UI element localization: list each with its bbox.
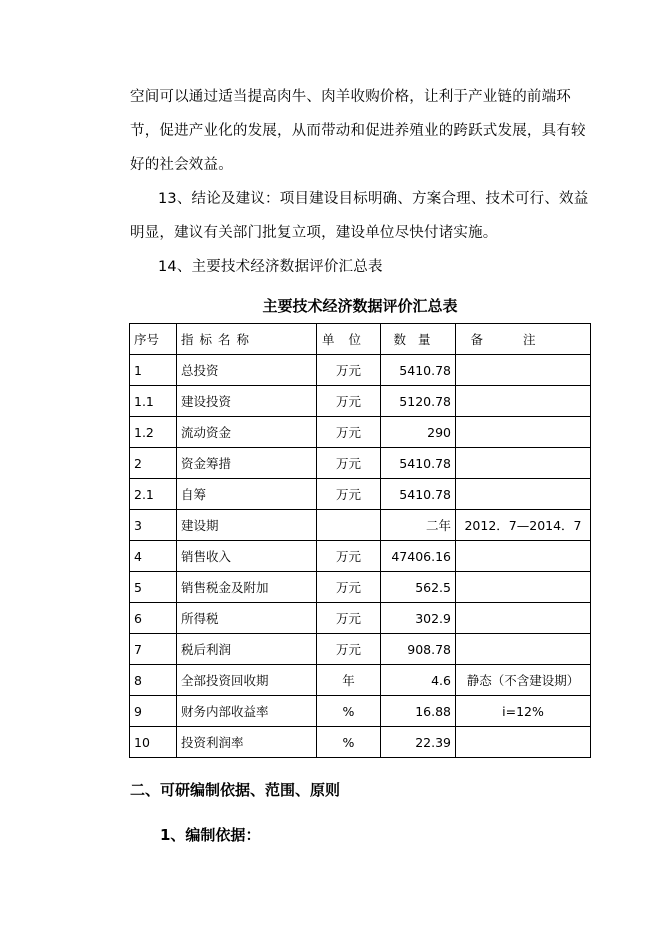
cell-unit: 万元 [317,448,381,479]
cell-unit: 万元 [317,386,381,417]
cell-remarks [456,603,591,634]
cell-unit: 万元 [317,634,381,665]
table-row [130,541,591,572]
cell-quantity: 4.6 [381,665,456,696]
table-row [130,634,591,665]
cell-index: 2.1 [130,479,177,510]
table-row [130,417,591,448]
cell-indicator-name: 资金筹措 [177,448,317,479]
cell-unit: 万元 [317,603,381,634]
cell-quantity: 47406.16 [381,541,456,572]
cell-indicator-name: 流动资金 [177,417,317,448]
cell-quantity: 908.78 [381,634,456,665]
table-row [130,510,591,541]
table-row [130,479,591,510]
cell-indicator-name: 总投资 [177,355,317,386]
cell-index: 1.1 [130,386,177,417]
cell-unit: % [317,696,381,727]
cell-indicator-name: 销售税金及附加 [177,572,317,603]
header-index: 序号 [130,324,177,355]
cell-index: 6 [130,603,177,634]
cell-index: 5 [130,572,177,603]
summary-table [129,323,591,758]
cell-index: 7 [130,634,177,665]
cell-indicator-name: 所得税 [177,603,317,634]
cell-index: 10 [130,727,177,758]
header-unit: 单位 [317,324,381,355]
table-row [130,448,591,479]
cell-unit: % [317,727,381,758]
cell-indicator-name: 税后利润 [177,634,317,665]
cell-unit: 万元 [317,479,381,510]
cell-indicator-name: 建设期 [177,510,317,541]
cell-indicator-name: 财务内部收益率 [177,696,317,727]
cell-remarks [456,448,591,479]
table-row [130,572,591,603]
table-header-row [130,324,591,355]
cell-quantity: 5120.78 [381,386,456,417]
table-row [130,665,591,696]
cell-quantity: 562.5 [381,572,456,603]
cell-index: 2 [130,448,177,479]
cell-index: 8 [130,665,177,696]
table-row [130,603,591,634]
table-row [130,386,591,417]
cell-indicator-name: 销售收入 [177,541,317,572]
cell-remarks: 2012．7—2014．7 [456,510,591,541]
sub-heading: 1、编制依据： [160,826,261,844]
cell-unit: 万元 [317,572,381,603]
cell-quantity: 290 [381,417,456,448]
cell-remarks: 静态（不含建设期） [456,665,591,696]
cell-indicator-name: 投资利润率 [177,727,317,758]
cell-remarks [456,727,591,758]
table-title: 主要技术经济数据评价汇总表 [262,297,458,315]
cell-remarks [456,541,591,572]
cell-indicator-name: 自筹 [177,479,317,510]
section-heading: 二、可研编制依据、范围、原则 [130,781,341,799]
cell-remarks [456,386,591,417]
cell-quantity: 5410.78 [381,479,456,510]
paragraph-social-benefit: 空间可以通过适当提高肉牛、肉羊收购价格，让利于产业链的前端环节，促进产业化的发展，从而带动和促进养殖业的跨跃式发展，具有较好的社会效益。 [130,89,586,173]
cell-indicator-name: 全部投资回收期 [177,665,317,696]
cell-index: 9 [130,696,177,727]
cell-remarks [456,417,591,448]
cell-index: 4 [130,541,177,572]
cell-remarks [456,479,591,510]
cell-unit: 万元 [317,417,381,448]
paragraph-table-intro: 14、主要技术经济数据评价汇总表 [158,259,383,275]
cell-quantity: 5410.78 [381,355,456,386]
table-row [130,355,591,386]
cell-indicator-name: 建设投资 [177,386,317,417]
cell-quantity: 16.88 [381,696,456,727]
cell-index: 3 [130,510,177,541]
header-remarks: 备注 [456,324,591,355]
cell-unit [317,510,381,541]
cell-unit: 年 [317,665,381,696]
cell-unit: 万元 [317,541,381,572]
header-indicator-name: 指标名称 [177,324,317,355]
table-row [130,696,591,727]
cell-remarks [456,355,591,386]
cell-remarks [456,634,591,665]
table-row [130,727,591,758]
cell-quantity: 二年 [381,510,456,541]
cell-quantity: 22.39 [381,727,456,758]
cell-unit: 万元 [317,355,381,386]
cell-index: 1.2 [130,417,177,448]
paragraph-conclusion: 13、结论及建议：项目建设目标明确、方案合理、技术可行、效益明显，建议有关部门批复立项，建设单位尽快付诸实施。 [130,191,589,241]
cell-remarks: i=12% [456,696,591,727]
header-quantity: 数量 [381,324,456,355]
cell-quantity: 302.9 [381,603,456,634]
cell-remarks [456,572,591,603]
cell-quantity: 5410.78 [381,448,456,479]
cell-index: 1 [130,355,177,386]
